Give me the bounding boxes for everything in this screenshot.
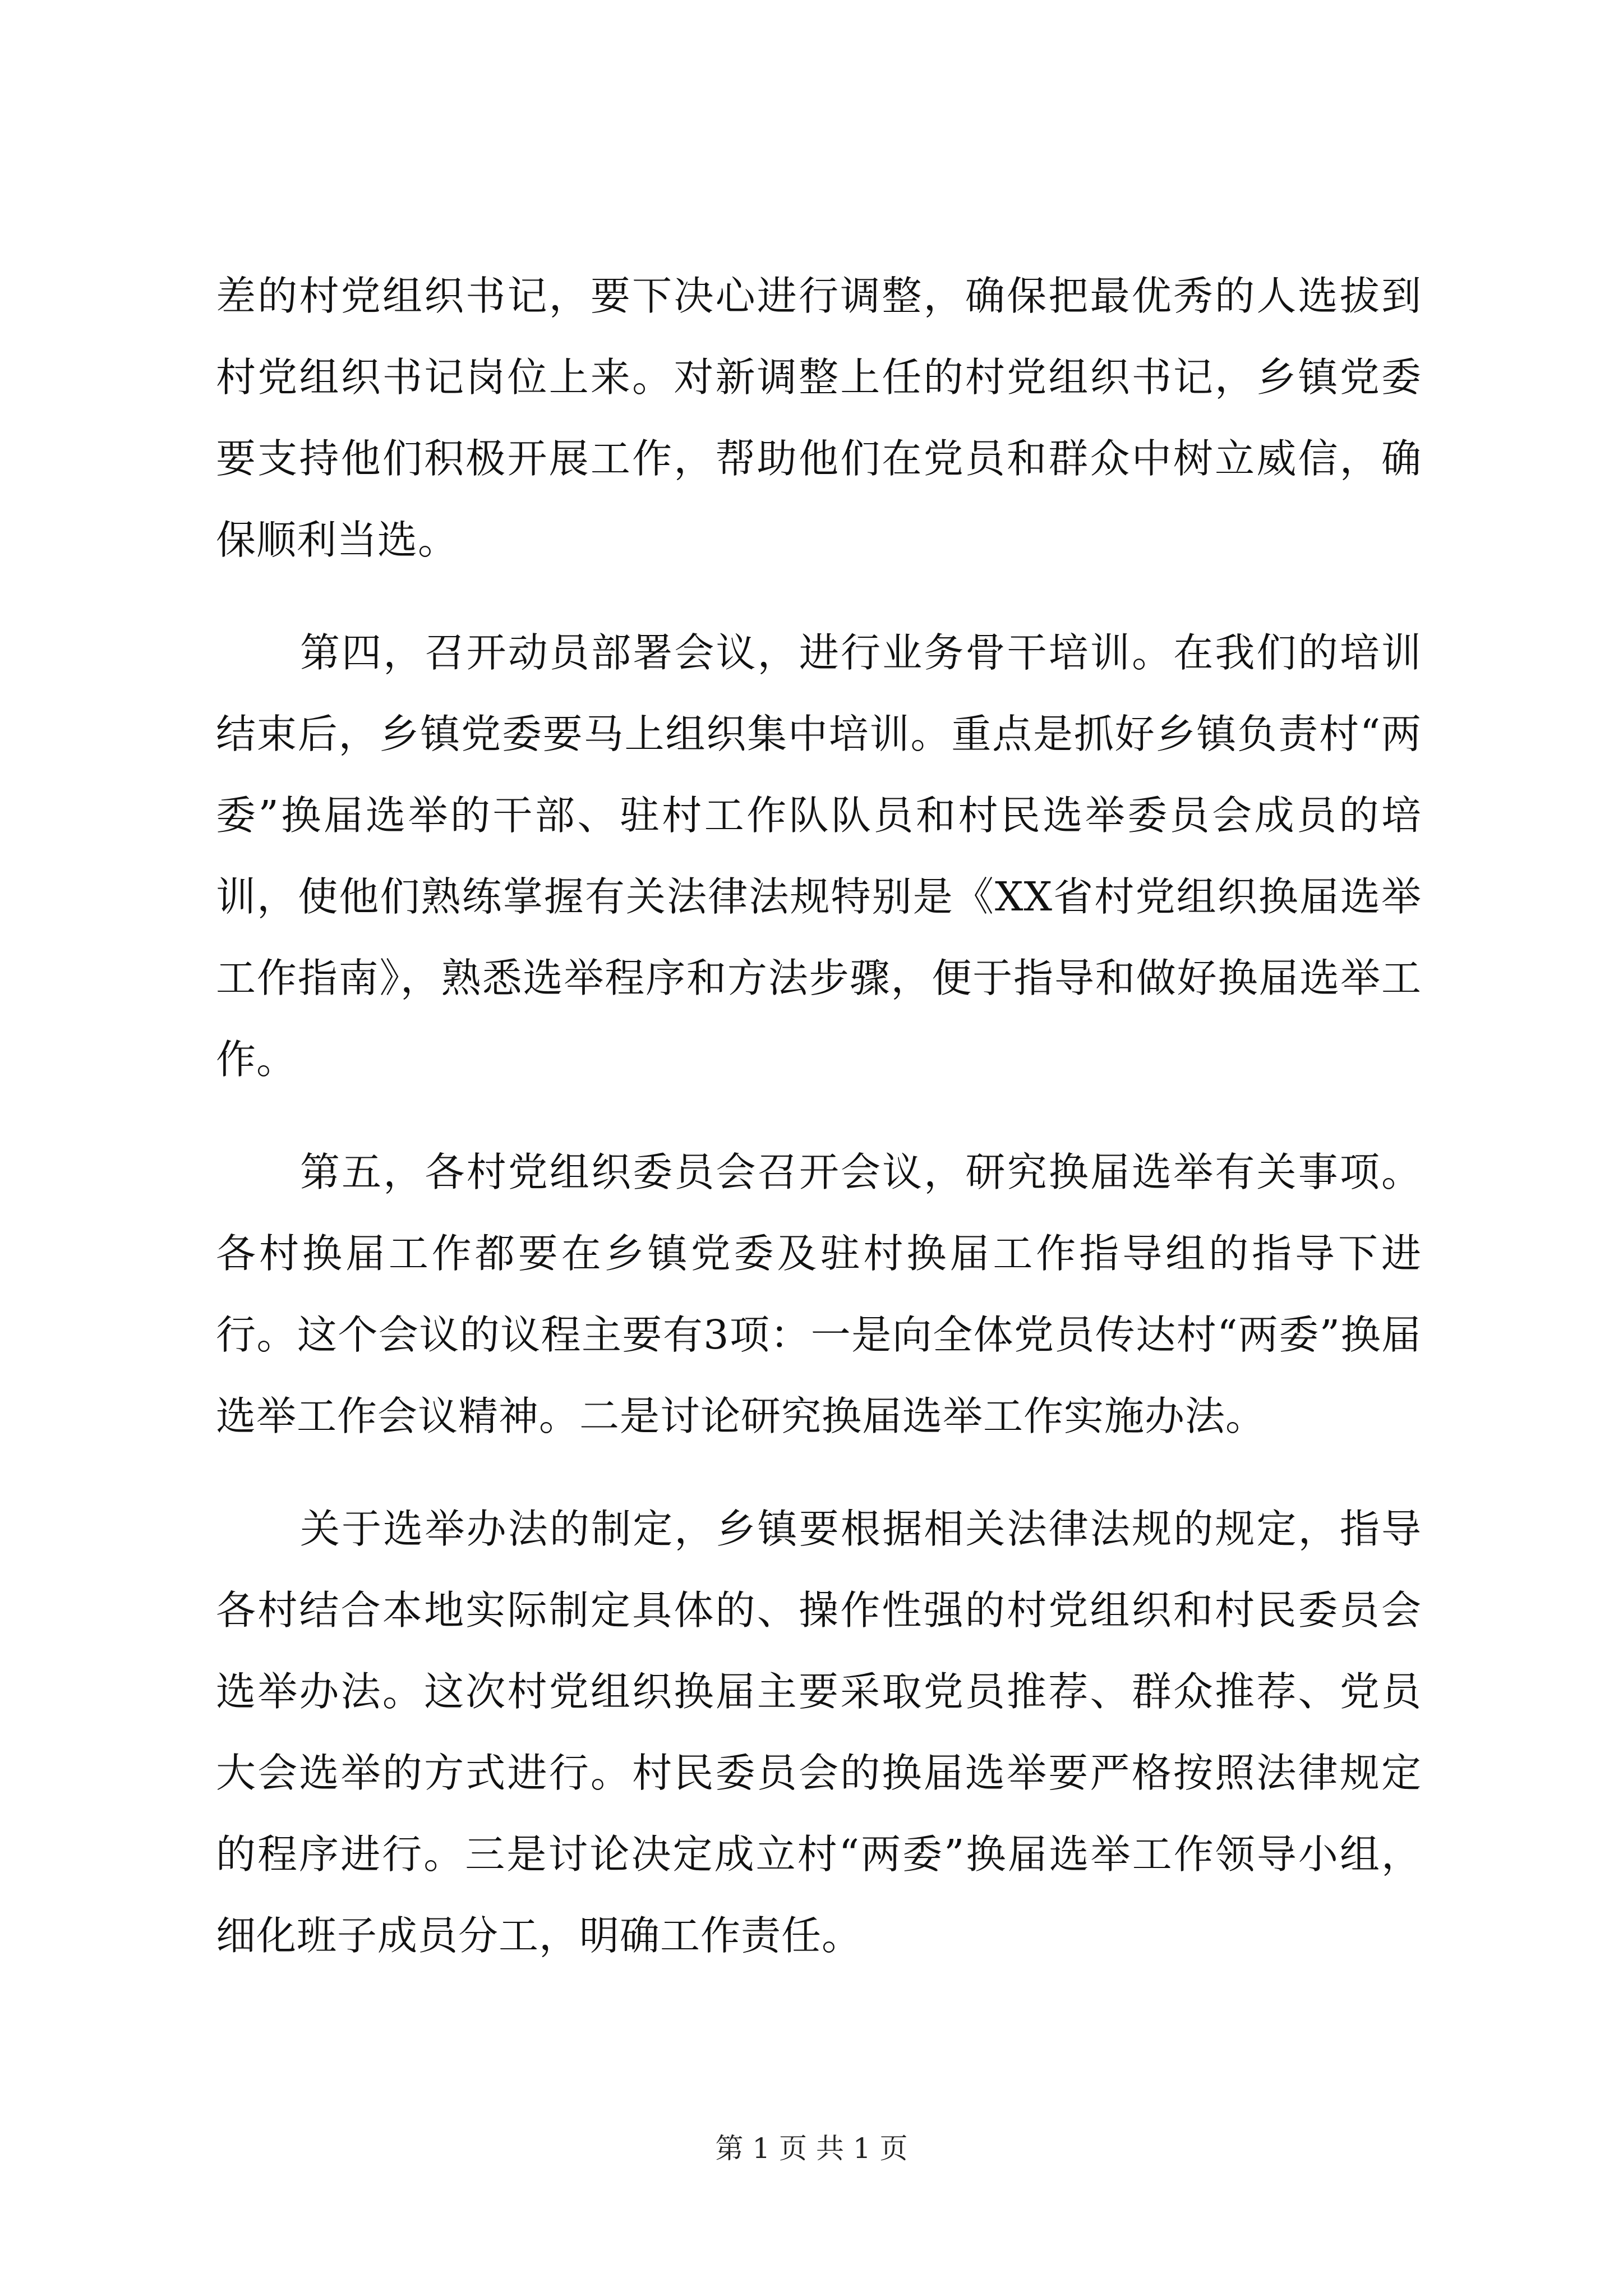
document-body — [216, 255, 1422, 2008]
paragraph-continued: 差的村党组织书记，要下决心进行调整，确保把最优秀的人选拔到村党组织书记岗位上来。对新调整上任的村党组织书记，乡镇党委要支持他们积极开展工作，帮助他们在党员和群众中树立威信，确保顺利当选。 — [216, 273, 1422, 563]
paragraph-fifth-step: 第五，各村党组织委员会召开会议，研究换届选举有关事项。各村换届工作都要在乡镇党委及驻村换届工作指导组的指导下进行。这个会议的议程主要有3项：一是向全体党员传达村“两委”换届选举工作会议精神。二是讨论研究换届选举工作实施办法。 — [216, 1149, 1422, 1439]
paragraph-election-method: 关于选举办法的制定，乡镇要根据相关法律法规的规定，指导各村结合本地实际制定具体的、操作性强的村党组织和村民委员会选举办法。这次村党组织换届主要采取党员推荐、群众推荐、党员大会选举的方式进行。村民委员会的换届选举要严格按照法律规定的程序进行。三是讨论决定成立村“两委”换届选举工作领导小组，细化班子成员分工，明确工作责任。 — [216, 1506, 1422, 1959]
paragraph-fourth-step: 第四，召开动员部署会议，进行业务骨干培训。在我们的培训结束后，乡镇党委要马上组织集中培训。重点是抓好乡镇负责村“两委”换届选举的干部、驻村工作队队员和村民选举委员会成员的培训，使他们熟练掌握有关法律法规特别是《XX省村党组织换届选举工作指南》，熟悉选举程序和方法步骤，便于指导和做好换届选举工作。 — [216, 629, 1422, 1083]
page-footer: 第 1 页 共 1 页 — [715, 2132, 908, 2165]
